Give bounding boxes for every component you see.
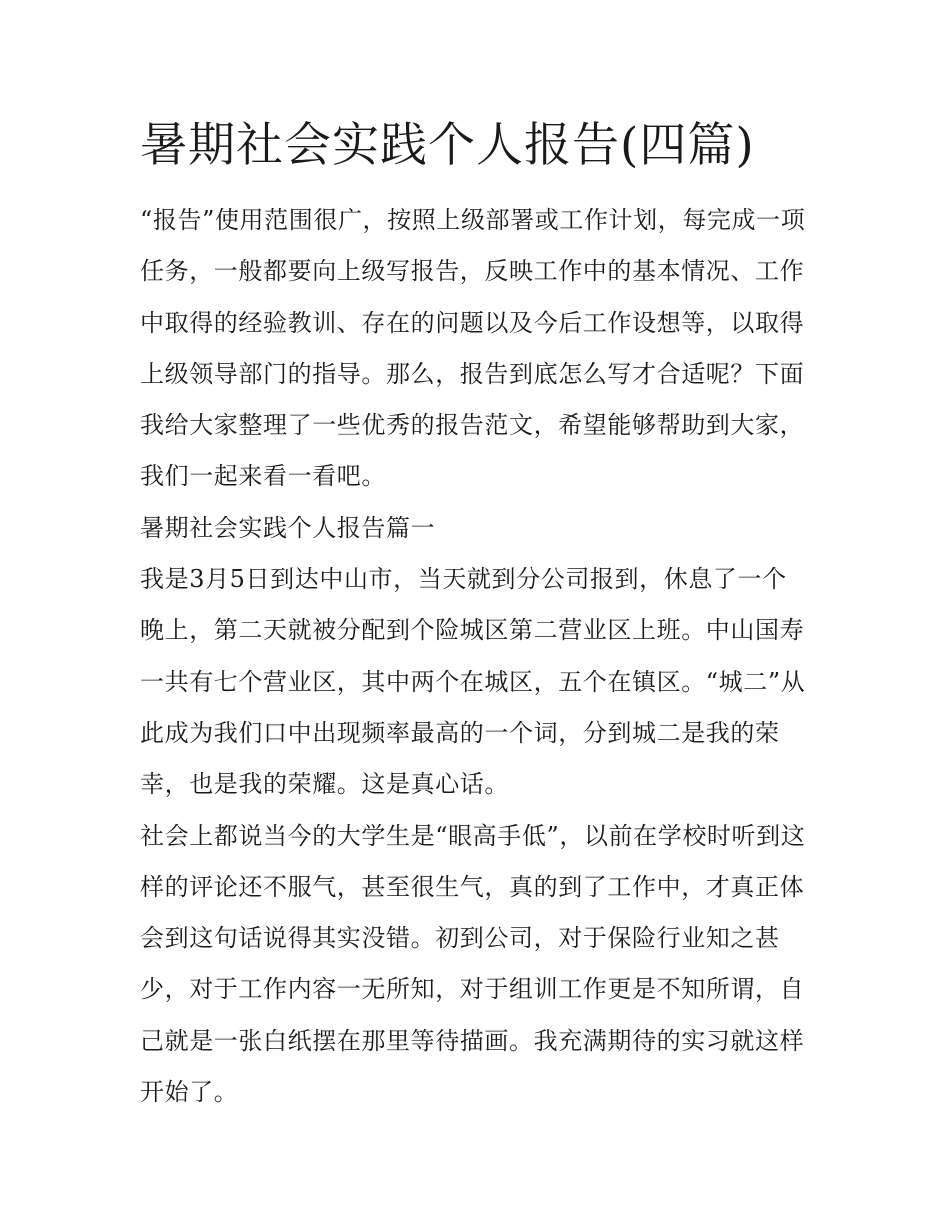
intro-paragraph — [140, 200, 820, 508]
text-line: 此成为我们口中出现频率最高的一个词，分到城二是我的荣 — [140, 718, 780, 747]
text-line: “报告”使用范围很广，按照上级部署或工作计划，每完成一项 — [140, 206, 806, 234]
text-line: 我们一起来看一看吧。 — [140, 462, 386, 491]
document-title: 暑期社会实践个人报告(四篇) — [140, 118, 755, 173]
text-line: 一共有七个营业区，其中两个在城区，五个在镇区。“城二”从 — [140, 667, 806, 696]
document-body — [140, 200, 820, 1123]
section-heading — [140, 508, 820, 559]
paragraph — [140, 559, 820, 815]
text-line: 我是3月5日到达中山市，当天就到分公司报到，休息了一个 — [140, 565, 787, 594]
paragraph — [140, 816, 820, 1124]
text-line: 样的评论还不服气，甚至很生气，真的到了工作中，才真正体 — [140, 872, 805, 901]
text-line: 中取得的经验教训、存在的问题以及今后工作设想等，以取得 — [140, 308, 805, 337]
text-line: 上级领导部门的指导。那么，报告到底怎么写才合适呢？下面 — [140, 359, 805, 388]
text-line: 我给大家整理了一些优秀的报告范文，希望能够帮助到大家， — [140, 411, 805, 440]
text-line: 任务，一般都要向上级写报告，反映工作中的基本情况、工作 — [140, 257, 805, 286]
text-line: 少，对于工作内容一无所知，对于组训工作更是不知所谓，自 — [140, 975, 805, 1004]
text-line: 暑期社会实践个人报告篇一 — [140, 513, 436, 542]
text-line: 会到这句话说得其实没错。初到公司，对于保险行业知之甚 — [140, 924, 780, 953]
text-line: 开始了。 — [140, 1078, 239, 1107]
text-line: 社会上都说当今的大学生是“眼高手低”，以前在学校时听到这 — [140, 821, 806, 850]
text-line: 幸，也是我的荣耀。这是真心话。 — [140, 770, 509, 799]
text-line: 晚上，第二天就被分配到个险城区第二营业区上班。中山国寿 — [140, 616, 805, 645]
text-line: 己就是一张白纸摆在那里等待描画。我充满期待的实习就这样 — [140, 1026, 805, 1055]
